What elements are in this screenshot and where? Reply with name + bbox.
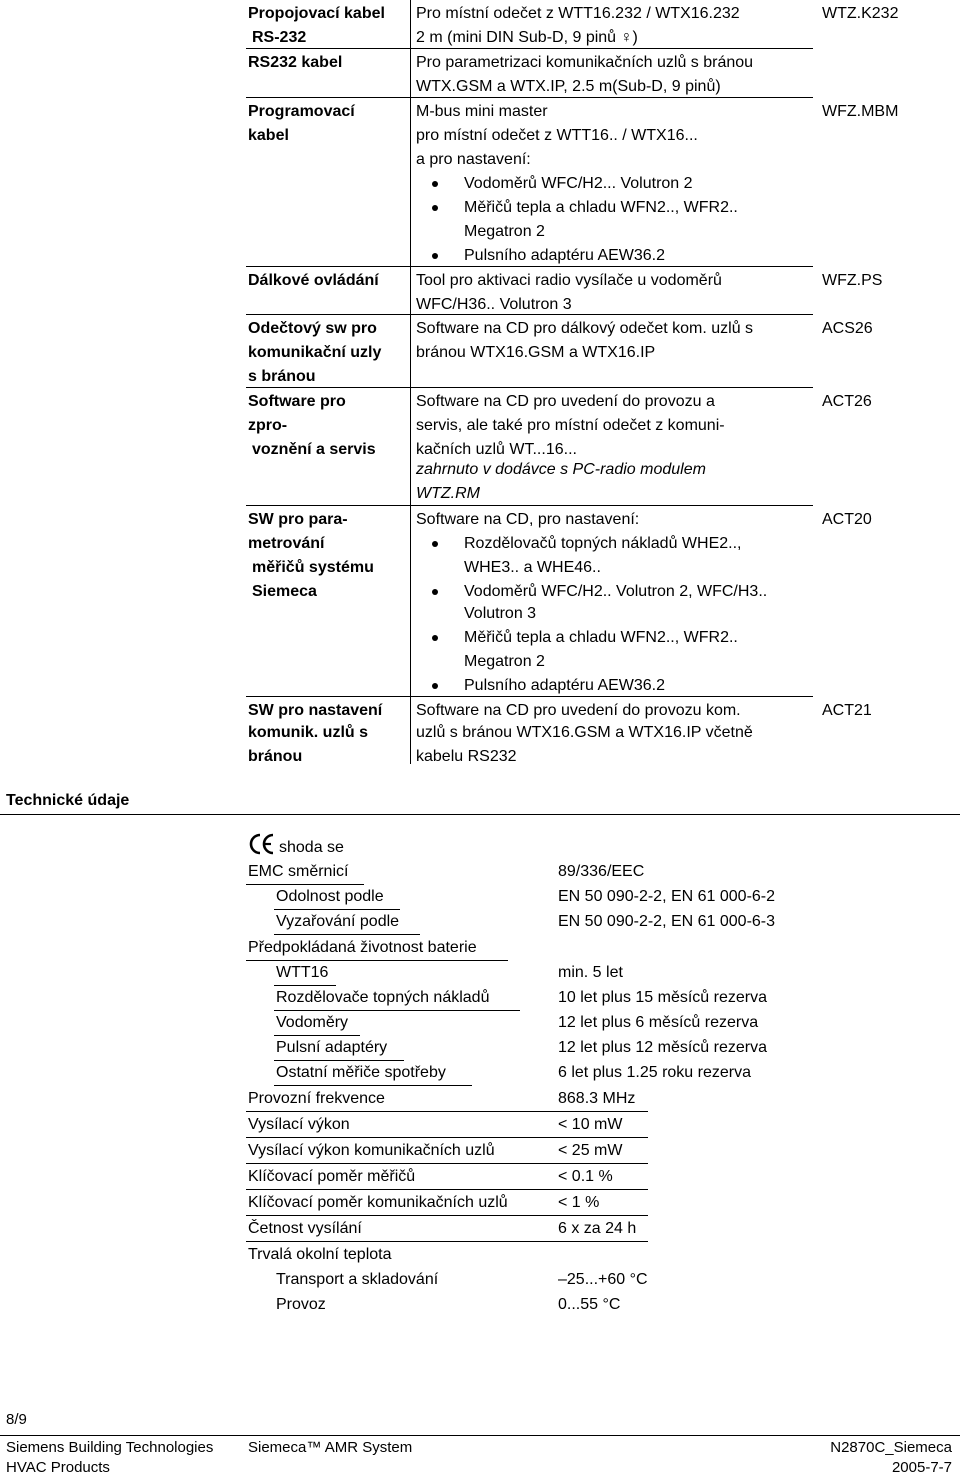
row-desc: Software na CD pro uvedení do provozu kom. — [416, 702, 741, 719]
spec-value: 0...55 °C — [558, 1296, 621, 1313]
spec-label: Rozdělovače topných nákladů — [276, 989, 490, 1006]
row-desc: kabelu RS232 — [416, 748, 517, 765]
row-desc-note: WTZ.RM — [416, 485, 480, 502]
spec-value: 12 let plus 12 měsíců rezerva — [558, 1039, 767, 1056]
underline — [246, 1137, 558, 1138]
row-name: Propojovací kabel — [248, 5, 385, 22]
underline — [246, 1241, 558, 1242]
row-desc: Tool pro aktivaci radio vysílače u vodoměrů — [416, 272, 722, 289]
underline — [246, 1163, 558, 1164]
bullet-icon — [432, 205, 438, 211]
bullet-icon — [432, 541, 438, 547]
row-desc: servis, ale také pro místní odečet z komuni- — [416, 417, 725, 434]
row-separator — [411, 696, 813, 697]
bullet-text: Pulsního adaptéru AEW36.2 — [464, 677, 666, 694]
spec-label: Předpokládaná životnost baterie — [248, 939, 477, 956]
spec-value: 6 let plus 1.25 roku rezerva — [558, 1064, 751, 1081]
bullet-text: Vodoměrů WFC/H2... Volutron 2 — [464, 175, 693, 192]
bullet-icon — [432, 589, 438, 595]
spec-value: < 0.1 % — [558, 1168, 613, 1185]
row-desc: M-bus mini master — [416, 103, 548, 120]
spec-label: Vodoměry — [276, 1014, 349, 1031]
section-heading: Technické údaje — [6, 792, 130, 809]
footer-system: Siemeca™ AMR System — [248, 1439, 413, 1456]
row-name: Dálkové ovládání — [248, 272, 379, 289]
spec-label: Transport a skladování — [276, 1271, 439, 1288]
row-separator — [246, 505, 410, 506]
spec-value: < 1 % — [558, 1194, 600, 1211]
spec-value: 10 let plus 15 měsíců rezerva — [558, 989, 767, 1006]
bullet-text: Měřičů tepla a chladu WFN2.., WFR2.. — [464, 199, 738, 216]
spec-value: 868.3 MHz — [558, 1090, 636, 1107]
underline — [558, 1137, 648, 1138]
bullet-text: Megatron 2 — [464, 653, 545, 670]
footer-divider — [0, 1435, 960, 1436]
spec-label: WTT16 — [276, 964, 329, 981]
underline — [558, 1111, 648, 1112]
row-code: ACT26 — [822, 393, 872, 410]
row-code: ACT20 — [822, 511, 872, 528]
spec-label: Klíčovací poměr měřičů — [248, 1168, 416, 1185]
row-desc: WTX.GSM a WTX.IP, 2.5 m(Sub-D, 9 pinů) — [416, 78, 721, 95]
row-separator — [411, 505, 813, 506]
row-code: WFZ.PS — [822, 272, 883, 289]
row-separator — [246, 97, 410, 98]
spec-label: Pulsní adaptéry — [276, 1039, 388, 1056]
row-separator — [411, 314, 813, 315]
ce-text: shoda se — [279, 839, 344, 856]
ce-mark-icon — [248, 832, 276, 856]
row-desc: Software na CD pro uvedení do provozu a — [416, 393, 715, 410]
footer-company: Siemens Building Technologies — [6, 1439, 214, 1456]
row-name: bránou — [248, 748, 303, 765]
footer-date: 2005-7-7 — [891, 1459, 952, 1476]
row-desc: Software na CD pro dálkový odečet kom. uzlů s — [416, 320, 754, 337]
row-name: s bránou — [248, 368, 316, 385]
bullet-text: Vodoměrů WFC/H2.. Volutron 2, WFC/H3.. — [464, 583, 768, 600]
underline — [558, 1163, 648, 1164]
underline — [558, 1241, 648, 1242]
row-name: Software pro — [248, 393, 346, 410]
spec-label: Odolnost podle — [276, 888, 384, 905]
spec-value: –25...+60 °C — [558, 1271, 648, 1288]
row-name: SW pro nastavení — [248, 702, 383, 719]
spec-value: EN 50 090-2-2, EN 61 000-6-2 — [558, 888, 776, 905]
row-separator — [246, 266, 410, 267]
row-name: měřičů systému — [252, 559, 374, 576]
underline — [246, 1111, 558, 1112]
row-desc: WFC/H36.. Volutron 3 — [416, 296, 572, 313]
row-separator — [411, 266, 813, 267]
row-name: Programovací — [248, 103, 355, 120]
bullet-text: Megatron 2 — [464, 223, 545, 240]
bullet-icon — [432, 683, 438, 689]
row-desc: pro místní odečet z WTT16.. / WTX16... — [416, 127, 698, 144]
bullet-text: Pulsního adaptéru AEW36.2 — [464, 247, 666, 264]
row-name: komunikační uzly — [248, 344, 382, 361]
row-separator — [411, 387, 813, 388]
spec-value: 6 x za 24 h — [558, 1220, 637, 1237]
spec-label: EMC směrnicí — [248, 863, 349, 880]
row-name: kabel — [248, 127, 289, 144]
row-code: ACS26 — [822, 320, 873, 337]
row-desc: bránou WTX16.GSM a WTX16.IP — [416, 344, 656, 361]
table-column-divider — [410, 0, 411, 764]
spec-value: min. 5 let — [558, 964, 623, 981]
spec-value: EN 50 090-2-2, EN 61 000-6-3 — [558, 913, 776, 930]
bullet-icon — [432, 635, 438, 641]
underline — [558, 1215, 648, 1216]
row-separator — [246, 696, 410, 697]
bullet-text: Měřičů tepla a chladu WFN2.., WFR2.. — [464, 629, 738, 646]
row-name: voznění a servis — [252, 441, 376, 458]
underline — [246, 1215, 558, 1216]
row-desc: a pro nastavení: — [416, 151, 531, 168]
section-divider — [0, 814, 960, 815]
bullet-icon — [432, 253, 438, 259]
row-separator — [246, 314, 410, 315]
row-desc: kačních uzlů WT...16... — [416, 441, 577, 458]
row-code: WFZ.MBM — [822, 103, 899, 120]
row-name: SW pro para- — [248, 511, 348, 528]
spec-label: Provoz — [276, 1296, 326, 1313]
bullet-icon — [432, 181, 438, 187]
spec-label: Ostatní měřiče spotřeby — [276, 1064, 446, 1081]
underline — [274, 934, 420, 935]
row-desc: Pro místní odečet z WTT16.232 / WTX16.232 — [416, 5, 740, 22]
row-name: Odečtový sw pro — [248, 320, 377, 337]
row-code: ACT21 — [822, 702, 872, 719]
row-desc: uzlů s bránou WTX16.GSM a WTX16.IP včetně — [416, 724, 753, 741]
spec-label: Vysílací výkon — [248, 1116, 350, 1133]
row-name: Siemeca — [252, 583, 317, 600]
row-desc: Pro parametrizaci komunikačních uzlů s bránou — [416, 54, 754, 71]
row-name: komunik. uzlů s — [248, 724, 369, 741]
spec-label: Vysílací výkon komunikačních uzlů — [248, 1142, 495, 1159]
spec-value: 89/336/EEC — [558, 863, 645, 880]
row-desc: 2 m (mini DIN Sub-D, 9 pinů ♀) — [416, 29, 638, 46]
footer-division: HVAC Products — [6, 1459, 110, 1476]
spec-label: Četnost vysílání — [248, 1220, 362, 1237]
row-separator — [246, 387, 410, 388]
bullet-text: WHE3.. a WHE46.. — [464, 559, 601, 576]
row-code: WTZ.K232 — [822, 5, 899, 22]
footer-doc-id: N2870C_Siemeca — [830, 1439, 952, 1456]
spec-label: Provozní frekvence — [248, 1090, 385, 1107]
spec-label: Klíčovací poměr komunikačních uzlů — [248, 1194, 508, 1211]
page-number: 8/9 — [6, 1411, 27, 1428]
row-name: zpro- — [248, 417, 288, 434]
underline — [558, 1189, 648, 1190]
row-name: RS-232 — [252, 29, 307, 46]
bullet-text: Rozdělovačů topných nákladů WHE2.., — [464, 535, 742, 552]
spec-value: 12 let plus 6 měsíců rezerva — [558, 1014, 759, 1031]
row-desc: Software na CD, pro nastavení: — [416, 511, 640, 528]
spec-label: Vyzařování podle — [276, 913, 400, 930]
spec-value: < 25 mW — [558, 1142, 623, 1159]
spec-label: Trvalá okolní teplota — [248, 1246, 392, 1263]
underline — [246, 1189, 558, 1190]
row-separator — [411, 97, 813, 98]
row-name: RS232 kabel — [248, 54, 343, 71]
spec-value: < 10 mW — [558, 1116, 623, 1133]
row-separator — [411, 48, 813, 49]
row-name: metrování — [248, 535, 325, 552]
underline — [274, 1085, 472, 1086]
row-separator — [246, 48, 410, 49]
row-desc-note: zahrnuto v dodávce s PC-radio modulem — [416, 461, 706, 478]
bullet-text: Volutron 3 — [464, 605, 537, 622]
